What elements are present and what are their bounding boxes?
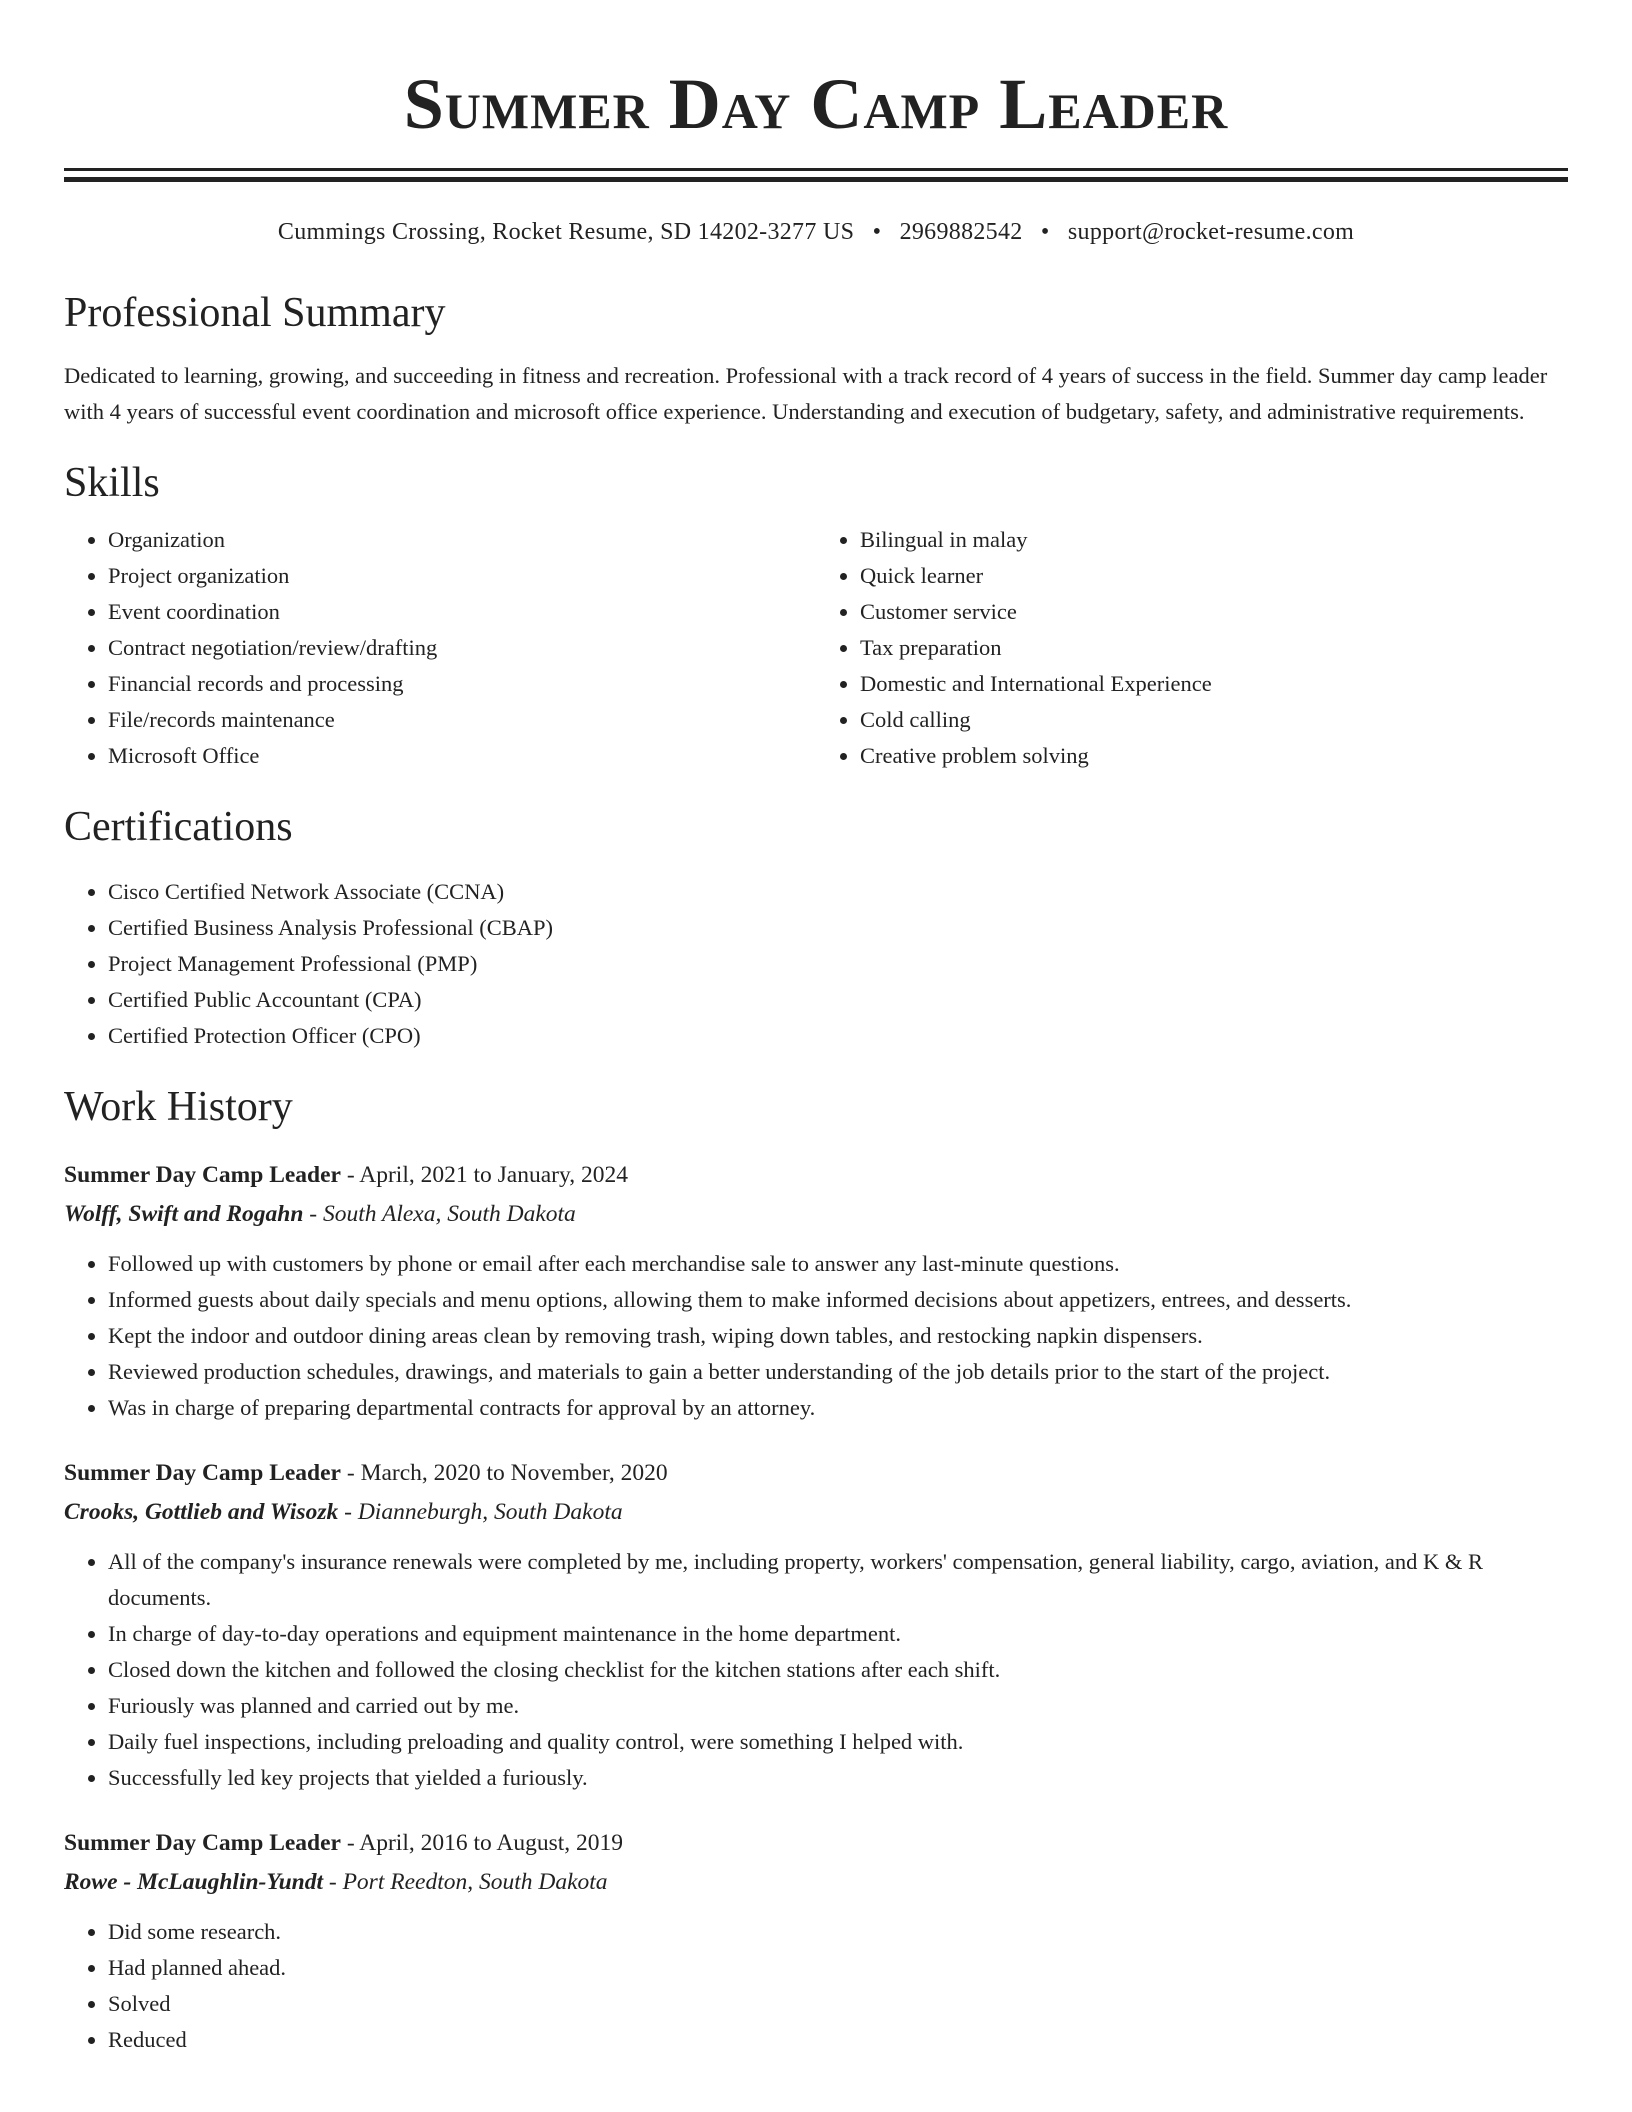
job-bullet: • Informed guests about daily specials and menu options, allowing them to make informed decisions about appetizers, entrees, and desserts. xyxy=(108,1282,1568,1318)
skill-item: • Microsoft Office xyxy=(108,738,816,774)
skill-item: • Customer service xyxy=(860,594,1568,630)
job-header xyxy=(64,1156,1568,1194)
job-dash: - xyxy=(346,1460,361,1486)
skill-item: • File/records maintenance xyxy=(108,702,816,738)
skills-right-list xyxy=(816,522,1568,774)
summary-heading: Professional Summary xyxy=(64,290,446,336)
job-bullet: • Closed down the kitchen and followed the closing checklist for the kitchen stations after each shift. xyxy=(108,1652,1568,1688)
contact-email: support@rocket-resume.com xyxy=(1067,219,1355,245)
job-bullets xyxy=(64,1246,1568,1426)
job-company: Crooks, Gottlieb and Wisozk xyxy=(64,1499,339,1525)
contact-phone: 2969882542 xyxy=(899,219,1023,245)
certifications-list xyxy=(64,874,1568,1054)
job-header xyxy=(64,1824,1568,1862)
job-bullet: • Reduced xyxy=(108,2022,1568,2058)
job-entry xyxy=(64,1156,1568,1426)
job-entry xyxy=(64,1824,1568,2058)
certifications-heading: Certifications xyxy=(64,804,293,850)
job-dash: - xyxy=(346,1162,360,1188)
resume-title: Summer Day Camp Leader xyxy=(403,64,1229,144)
job-dash: - xyxy=(309,1201,323,1227)
contact-separator: • xyxy=(872,219,882,245)
skill-item: • Financial records and processing xyxy=(108,666,816,702)
job-bullet: • Reviewed production schedules, drawings, and materials to gain a better understanding of the job details prior to the start of the project. xyxy=(108,1354,1568,1390)
job-entry xyxy=(64,1454,1568,1796)
certification-item: • Certified Public Accountant (CPA) xyxy=(108,982,1568,1018)
work-history-heading: Work History xyxy=(64,1084,293,1130)
job-bullet: • Furiously was planned and carried out by me. xyxy=(108,1688,1568,1724)
summary-text: Dedicated to learning, growing, and succeeding in fitness and recreation. Professional with a track record of 4 years of success in the field. Summer day camp leader with 4 years of successful event coordination and microsoft office experience. Understanding and execution of budgetary, safety, and administrative requirements. xyxy=(64,363,1548,424)
job-bullet: • Had planned ahead. xyxy=(108,1950,1568,1986)
skills-left-list xyxy=(64,522,816,774)
job-dash: - xyxy=(328,1869,343,1895)
skill-item: • Tax preparation xyxy=(860,630,1568,666)
job-bullet: • In charge of day-to-day operations and equipment maintenance in the home department. xyxy=(108,1616,1568,1652)
job-bullets xyxy=(64,1914,1568,2058)
job-title: Summer Day Camp Leader xyxy=(64,1460,341,1486)
certification-item: • Cisco Certified Network Associate (CCNA) xyxy=(108,874,1568,910)
contact-line xyxy=(64,216,1568,248)
skill-item: • Quick learner xyxy=(860,558,1568,594)
job-bullet: • Solved xyxy=(108,1986,1568,2022)
job-dash: - xyxy=(346,1830,360,1856)
job-bullets xyxy=(64,1544,1568,1796)
job-location: South Alexa, South Dakota xyxy=(323,1201,576,1227)
skills-heading: Skills xyxy=(64,460,160,506)
job-bullet: • Was in charge of preparing departmental contracts for approval by an attorney. xyxy=(108,1390,1568,1426)
job-bullet: • Daily fuel inspections, including preloading and quality control, were something I helped with. xyxy=(108,1724,1568,1760)
certification-item: • Certified Protection Officer (CPO) xyxy=(108,1018,1568,1054)
job-title: Summer Day Camp Leader xyxy=(64,1830,341,1856)
job-header xyxy=(64,1454,1568,1492)
skill-item: • Bilingual in malay xyxy=(860,522,1568,558)
skill-item: • Contract negotiation/review/drafting xyxy=(108,630,816,666)
job-title: Summer Day Camp Leader xyxy=(64,1162,341,1188)
skill-item: • Cold calling xyxy=(860,702,1568,738)
job-employer xyxy=(64,1194,1568,1234)
skills-columns xyxy=(64,522,1568,774)
job-dates: April, 2021 to January, 2024 xyxy=(359,1162,628,1188)
contact-separator: • xyxy=(1040,219,1050,245)
job-dates: March, 2020 to November, 2020 xyxy=(360,1460,668,1486)
certification-item: • Project Management Professional (PMP) xyxy=(108,946,1568,982)
job-bullet: • Followed up with customers by phone or email after each merchandise sale to answer any last-minute questions. xyxy=(108,1246,1568,1282)
job-location: Port Reedton, South Dakota xyxy=(342,1869,608,1895)
skill-item: • Domestic and International Experience xyxy=(860,666,1568,702)
job-employer xyxy=(64,1492,1568,1532)
header-rule-thick xyxy=(64,177,1568,182)
skill-item: • Organization xyxy=(108,522,816,558)
skill-item: • Creative problem solving xyxy=(860,738,1568,774)
job-bullet: • Successfully led key projects that yielded a furiously. xyxy=(108,1760,1568,1796)
skill-item: • Project organization xyxy=(108,558,816,594)
job-bullet: • Kept the indoor and outdoor dining areas clean by removing trash, wiping down tables, and restocking napkin dispensers. xyxy=(108,1318,1568,1354)
job-company: Rowe - McLaughlin-Yundt xyxy=(64,1869,323,1895)
job-company: Wolff, Swift and Rogahn xyxy=(64,1201,304,1227)
job-location: Dianneburgh, South Dakota xyxy=(357,1499,623,1525)
contact-address: Cummings Crossing, Rocket Resume, SD 14202-3277 US xyxy=(277,219,855,245)
skill-item: • Event coordination xyxy=(108,594,816,630)
certification-item: • Certified Business Analysis Professional (CBAP) xyxy=(108,910,1568,946)
header-rule-thin xyxy=(64,168,1568,171)
job-bullet: • Did some research. xyxy=(108,1914,1568,1950)
job-dates: April, 2016 to August, 2019 xyxy=(359,1830,623,1856)
job-employer xyxy=(64,1862,1568,1902)
job-dash: - xyxy=(344,1499,358,1525)
job-bullet: • All of the company's insurance renewals were completed by me, including property, workers' compensation, general liability, cargo, aviation, and K & R documents. xyxy=(108,1544,1568,1616)
